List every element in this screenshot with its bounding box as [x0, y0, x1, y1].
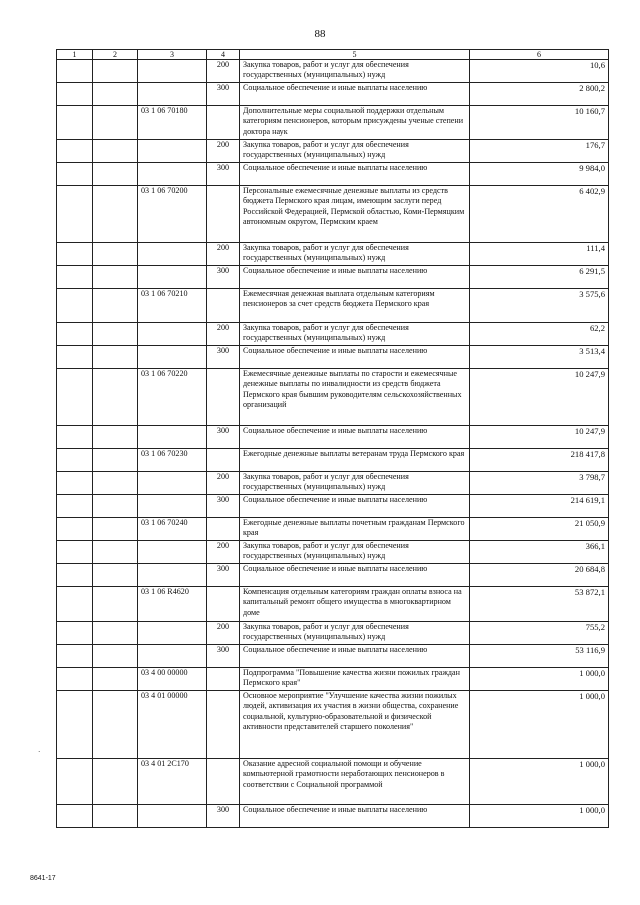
cell-c1	[57, 622, 93, 645]
cell-c2	[93, 541, 138, 564]
cell-c5: Ежегодные денежные выплаты почетным гражданам Пермского края	[240, 518, 470, 541]
cell-c1	[57, 691, 93, 759]
cell-c4: 300	[207, 266, 240, 289]
cell-c2	[93, 518, 138, 541]
cell-c1	[57, 60, 93, 83]
cell-c6: 3 575,6	[470, 289, 609, 323]
table-row	[57, 266, 609, 289]
cell-c5: Закупка товаров, работ и услуг для обеспечения государственных (муниципальных) нужд	[240, 323, 470, 346]
cell-c5: Основное мероприятие "Улучшение качества жизни пожилых людей, активизация их участия в жизни общества, сохранение социальной, культурно-образовательной и физической активности представителей старшего поколения"	[240, 691, 470, 759]
cell-c2	[93, 759, 138, 805]
cell-c2	[93, 140, 138, 163]
cell-c1	[57, 759, 93, 805]
cell-c5: Социальное обеспечение и иные выплаты населению	[240, 645, 470, 668]
cell-c5: Социальное обеспечение и иные выплаты населению	[240, 83, 470, 106]
cell-c5: Закупка товаров, работ и услуг для обеспечения государственных (муниципальных) нужд	[240, 472, 470, 495]
cell-c6: 1 000,0	[470, 691, 609, 759]
cell-c1	[57, 346, 93, 369]
cell-c2	[93, 163, 138, 186]
cell-c6: 53 872,1	[470, 587, 609, 622]
cell-c1	[57, 645, 93, 668]
cell-c1	[57, 587, 93, 622]
cell-c1	[57, 449, 93, 472]
cell-c1	[57, 369, 93, 426]
cell-c2	[93, 243, 138, 266]
cell-c3: 03 1 06 70230	[138, 449, 207, 472]
table-row	[57, 369, 609, 426]
cell-c1	[57, 163, 93, 186]
cell-c2	[93, 323, 138, 346]
cell-c1	[57, 266, 93, 289]
cell-c5: Закупка товаров, работ и услуг для обеспечения государственных (муниципальных) нужд	[240, 243, 470, 266]
cell-c5: Дополнительные меры социальной поддержки отдельным категориям пенсионеров, которым присуждены ученые степени доктора наук	[240, 106, 470, 140]
cell-c4	[207, 106, 240, 140]
cell-c4	[207, 587, 240, 622]
cell-c4: 300	[207, 645, 240, 668]
cell-c3: 03 1 06 70200	[138, 186, 207, 243]
cell-c6: 20 684,8	[470, 564, 609, 587]
cell-c6: 62,2	[470, 323, 609, 346]
table-row	[57, 106, 609, 140]
cell-c1	[57, 668, 93, 691]
margin-mark: ·	[38, 748, 41, 756]
cell-c6: 9 984,0	[470, 163, 609, 186]
cell-c1	[57, 805, 93, 828]
cell-c5: Оказание адресной социальной помощи и обучение компьютерной грамотности неработающих пенсионеров в соответствии с Социальной программой	[240, 759, 470, 805]
table-row	[57, 495, 609, 518]
cell-c6: 10 247,9	[470, 369, 609, 426]
cell-c6: 10 160,7	[470, 106, 609, 140]
cell-c1	[57, 289, 93, 323]
column-header-3: 3	[138, 50, 207, 60]
table-row	[57, 587, 609, 622]
cell-c3: 03 1 06 70180	[138, 106, 207, 140]
column-header-1: 1	[57, 50, 93, 60]
column-header-4: 4	[207, 50, 240, 60]
cell-c5: Социальное обеспечение и иные выплаты населению	[240, 346, 470, 369]
table-row	[57, 323, 609, 346]
cell-c2	[93, 668, 138, 691]
cell-c2	[93, 472, 138, 495]
table-row	[57, 83, 609, 106]
cell-c4: 200	[207, 472, 240, 495]
cell-c6: 214 619,1	[470, 495, 609, 518]
table-row	[57, 163, 609, 186]
table-row	[57, 645, 609, 668]
cell-c3	[138, 805, 207, 828]
cell-c2	[93, 289, 138, 323]
table-row	[57, 518, 609, 541]
cell-c5: Социальное обеспечение и иные выплаты населению	[240, 805, 470, 828]
table-row	[57, 346, 609, 369]
cell-c1	[57, 495, 93, 518]
cell-c4	[207, 186, 240, 243]
table-row	[57, 541, 609, 564]
cell-c2	[93, 495, 138, 518]
cell-c4: 300	[207, 346, 240, 369]
cell-c3: 03 1 06 70240	[138, 518, 207, 541]
cell-c3	[138, 622, 207, 645]
table-row	[57, 186, 609, 243]
budget-table	[56, 49, 609, 828]
table-row	[57, 60, 609, 83]
cell-c2	[93, 564, 138, 587]
cell-c1	[57, 518, 93, 541]
cell-c6: 3 798,7	[470, 472, 609, 495]
cell-c4	[207, 289, 240, 323]
table-row	[57, 289, 609, 323]
table-body	[57, 60, 609, 828]
cell-c2	[93, 60, 138, 83]
cell-c6: 10,6	[470, 60, 609, 83]
cell-c4: 300	[207, 163, 240, 186]
cell-c3	[138, 60, 207, 83]
cell-c1	[57, 541, 93, 564]
cell-c1	[57, 106, 93, 140]
cell-c3	[138, 495, 207, 518]
cell-c4	[207, 668, 240, 691]
cell-c5: Персональные ежемесячные денежные выплаты из средств бюджета Пермского края лицам, имеющим заслуги перед Российской Федерацией, Пермской областью, Коми-Пермяцким автономным округом, Пермским краем	[240, 186, 470, 243]
cell-c3	[138, 541, 207, 564]
cell-c3	[138, 564, 207, 587]
cell-c2	[93, 645, 138, 668]
cell-c4	[207, 518, 240, 541]
cell-c5: Закупка товаров, работ и услуг для обеспечения государственных (муниципальных) нужд	[240, 622, 470, 645]
cell-c3: 03 4 01 00000	[138, 691, 207, 759]
cell-c4: 300	[207, 805, 240, 828]
cell-c6: 755,2	[470, 622, 609, 645]
cell-c2	[93, 691, 138, 759]
cell-c4	[207, 369, 240, 426]
cell-c5: Ежемесячные денежные выплаты по старости и ежемесячные денежные выплаты по инвалидности из средств бюджета Пермского края бывшим руководителям сельскохозяйственных организаций	[240, 369, 470, 426]
cell-c1	[57, 140, 93, 163]
cell-c1	[57, 564, 93, 587]
cell-c6: 366,1	[470, 541, 609, 564]
cell-c4: 200	[207, 622, 240, 645]
cell-c3: 03 1 06 70210	[138, 289, 207, 323]
cell-c6: 10 247,9	[470, 426, 609, 449]
column-header-2: 2	[93, 50, 138, 60]
cell-c5: Ежегодные денежные выплаты ветеранам труда Пермского края	[240, 449, 470, 472]
table-row	[57, 691, 609, 759]
table-row	[57, 759, 609, 805]
cell-c6: 176,7	[470, 140, 609, 163]
cell-c6: 1 000,0	[470, 759, 609, 805]
cell-c3	[138, 323, 207, 346]
cell-c5: Ежемесячная денежная выплата отдельным категориям пенсионеров за счет средств бюджета Пермского края	[240, 289, 470, 323]
cell-c5: Закупка товаров, работ и услуг для обеспечения государственных (муниципальных) нужд	[240, 541, 470, 564]
cell-c2	[93, 186, 138, 243]
cell-c3	[138, 426, 207, 449]
table-row	[57, 243, 609, 266]
cell-c5: Компенсация отдельным категориям граждан оплаты взноса на капитальный ремонт общего имущества в многоквартирном доме	[240, 587, 470, 622]
cell-c5: Социальное обеспечение и иные выплаты населению	[240, 495, 470, 518]
cell-c3: 03 4 01 2С170	[138, 759, 207, 805]
cell-c3	[138, 266, 207, 289]
cell-c2	[93, 449, 138, 472]
table-row	[57, 140, 609, 163]
cell-c1	[57, 426, 93, 449]
cell-c6: 1 000,0	[470, 668, 609, 691]
cell-c3: 03 1 06 R4620	[138, 587, 207, 622]
cell-c4: 300	[207, 426, 240, 449]
cell-c3	[138, 346, 207, 369]
table-row	[57, 622, 609, 645]
cell-c6: 111,4	[470, 243, 609, 266]
cell-c6: 218 417,8	[470, 449, 609, 472]
cell-c5: Закупка товаров, работ и услуг для обеспечения государственных (муниципальных) нужд	[240, 60, 470, 83]
page-number: 88	[314, 28, 326, 40]
table-header-row	[57, 50, 609, 60]
cell-c1	[57, 83, 93, 106]
cell-c4: 200	[207, 541, 240, 564]
footer-code: 8641-17	[30, 875, 56, 882]
table-row	[57, 668, 609, 691]
cell-c1	[57, 243, 93, 266]
cell-c4: 300	[207, 564, 240, 587]
cell-c2	[93, 369, 138, 426]
cell-c5: Социальное обеспечение и иные выплаты населению	[240, 266, 470, 289]
cell-c5: Социальное обеспечение и иные выплаты населению	[240, 564, 470, 587]
column-header-6: 6	[470, 50, 609, 60]
cell-c2	[93, 346, 138, 369]
cell-c5: Социальное обеспечение и иные выплаты населению	[240, 426, 470, 449]
cell-c6: 1 000,0	[470, 805, 609, 828]
cell-c4: 200	[207, 243, 240, 266]
cell-c6: 6 291,5	[470, 266, 609, 289]
cell-c2	[93, 266, 138, 289]
cell-c3	[138, 83, 207, 106]
cell-c3: 03 1 06 70220	[138, 369, 207, 426]
cell-c4	[207, 759, 240, 805]
cell-c4: 200	[207, 140, 240, 163]
cell-c4: 200	[207, 323, 240, 346]
cell-c1	[57, 472, 93, 495]
cell-c3	[138, 140, 207, 163]
cell-c1	[57, 186, 93, 243]
cell-c4	[207, 449, 240, 472]
table-row	[57, 449, 609, 472]
cell-c4	[207, 691, 240, 759]
cell-c3	[138, 645, 207, 668]
cell-c2	[93, 83, 138, 106]
cell-c1	[57, 323, 93, 346]
table-row	[57, 426, 609, 449]
cell-c6: 53 116,9	[470, 645, 609, 668]
cell-c5: Закупка товаров, работ и услуг для обеспечения государственных (муниципальных) нужд	[240, 140, 470, 163]
cell-c3	[138, 472, 207, 495]
cell-c6: 21 050,9	[470, 518, 609, 541]
cell-c4: 300	[207, 495, 240, 518]
cell-c2	[93, 426, 138, 449]
table-row	[57, 805, 609, 828]
cell-c2	[93, 622, 138, 645]
cell-c3	[138, 243, 207, 266]
cell-c2	[93, 587, 138, 622]
cell-c5: Подпрограмма "Повышение качества жизни пожилых граждан Пермского края"	[240, 668, 470, 691]
table-row	[57, 564, 609, 587]
cell-c6: 3 513,4	[470, 346, 609, 369]
cell-c6: 2 800,2	[470, 83, 609, 106]
cell-c4: 300	[207, 83, 240, 106]
cell-c2	[93, 106, 138, 140]
cell-c5: Социальное обеспечение и иные выплаты населению	[240, 163, 470, 186]
table-row	[57, 472, 609, 495]
cell-c3	[138, 163, 207, 186]
cell-c3: 03 4 00 00000	[138, 668, 207, 691]
cell-c4: 200	[207, 60, 240, 83]
cell-c2	[93, 805, 138, 828]
column-header-5: 5	[240, 50, 470, 60]
cell-c6: 6 402,9	[470, 186, 609, 243]
